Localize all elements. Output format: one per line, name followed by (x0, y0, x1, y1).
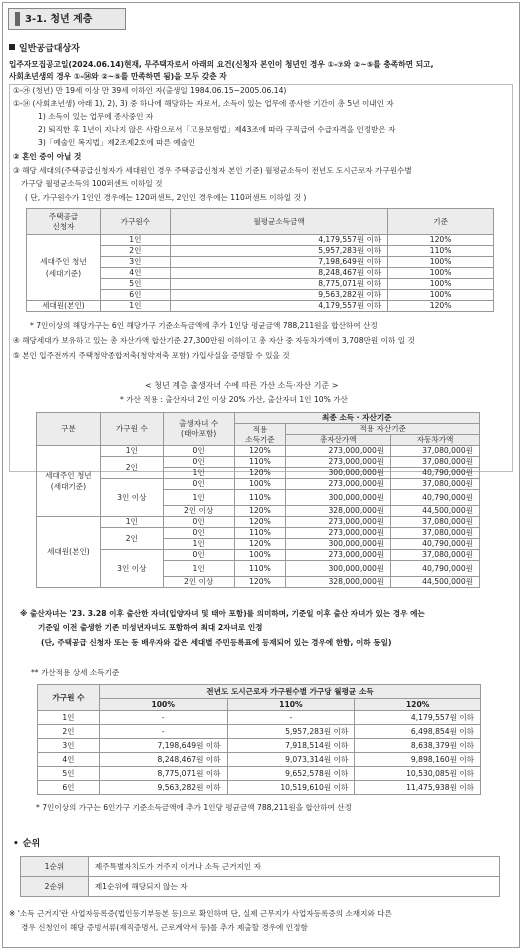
rank-label-1: 1순위 (21, 857, 89, 877)
table-cell: 120% (234, 517, 286, 528)
table-cell: 273,000,000원 (286, 550, 391, 561)
table-cell: 273,000,000원 (286, 517, 391, 528)
table-cell: 120% (388, 235, 494, 246)
table-cell: 2인 (38, 725, 100, 739)
table-cell: 40,790,000원 (391, 561, 480, 577)
table-cell: 1인 (163, 561, 234, 577)
table-cell: 100% (234, 479, 286, 490)
table-cell: 0인 (163, 528, 234, 539)
req-assets: ④ 해당세대가 보유하고 있는 총 자산가액 합산기준 27,300만원 이하이고 총 자산 중 자동차가액이 3,708만원 이하 일 것 (13, 336, 415, 345)
table-cell: 8,638,379원 이하 (355, 739, 481, 753)
table-cell: 100% (234, 550, 286, 561)
t2-header-gubun: 구분 (37, 413, 101, 446)
table-cell: 37,080,000원 (391, 446, 480, 457)
general-supply-label: 일반공급대상자 (19, 44, 80, 54)
table-row (38, 739, 481, 753)
table-cell: 120% (234, 539, 286, 550)
asset-table (36, 412, 480, 588)
t1-note: * 7인이상의 해당가구는 6인 해당가구 기준소득금액에 추가 1인당 평균금액 788,211원을 합산하여 산정 (30, 321, 378, 330)
table-cell: 273,000,000원 (286, 457, 391, 468)
t1-group-member: 세대원(본인) (27, 301, 101, 312)
table-cell: 44,500,000원 (391, 506, 480, 517)
t2-header-income: 적용 소득기준 (234, 424, 286, 446)
table-cell: 10,530,085원 이하 (355, 767, 481, 781)
req-newcomer: ①-⑭ (사회초년생) 아래 1), 2), 3) 중 하나에 해당하는 자로서, 소득이 있는 업무에 종사한 기간이 총 5년 이내인 자 (13, 99, 394, 108)
table-cell: 6인 (100, 290, 170, 301)
detail-income-table (37, 684, 481, 795)
table-cell: 3인 이상 (100, 550, 163, 588)
t2-subtitle: * 가산 적용 : 출산자녀 2인 이상 20% 가산, 출산자녀 1인 10% 가산 (120, 395, 348, 404)
table-cell: 3인 이상 (100, 479, 163, 517)
t2-header-members: 가구원 수 (100, 413, 163, 446)
t3-note: * 7인이상의 가구는 6인가구 기준소득금액에 추가 1인당 평균금액 788,211원을 합산하여 산정 (36, 803, 352, 812)
req-newcomer-2: 2) 퇴직한 후 1년이 지나지 않은 사람으로서「고용보험법」제43조에 따라 구직급여 수급자격을 인정받은 자 (38, 125, 396, 134)
section-title-box (8, 8, 126, 30)
table-cell: 37,080,000원 (391, 550, 480, 561)
table-cell: 120% (234, 577, 286, 588)
section-title: 3-1. 청년 계층 (25, 13, 93, 25)
table-cell: 5인 (100, 279, 170, 290)
rank-label: 순위 (22, 839, 41, 849)
req-savings: ⑤ 본인 입주전까지 주택청약종합저축(청약저축 포함) 가입사실을 증명할 수 있을 것 (13, 351, 290, 360)
table-cell: 300,000,000원 (286, 490, 391, 506)
children-note-2: 기준일 이전 출생한 기존 미성년자녀도 포함하여 최대 2자녀로 인정 (38, 623, 263, 632)
t1-header-members: 가구원수 (100, 209, 170, 235)
title-bar-icon (15, 12, 20, 26)
table-cell: 120% (234, 506, 286, 517)
rank-label-2: 2순위 (21, 877, 89, 897)
table-cell: 37,080,000원 (391, 528, 480, 539)
table-cell: 120% (234, 468, 286, 479)
table-cell: 4,179,557원 이하 (170, 235, 387, 246)
table-cell: 6인 (38, 781, 100, 795)
t1-header-applicant: 주택공급 신청자 (27, 209, 101, 235)
t2-group-head: 세대주인 청년 (세대기준) (37, 446, 101, 517)
req-youth (13, 86, 286, 96)
table-cell: 10,519,610원 이하 (227, 781, 355, 795)
table-cell: 40,790,000원 (391, 468, 480, 479)
page (2, 2, 520, 948)
t3-col-100: 100% (99, 699, 227, 711)
table-row (21, 877, 500, 897)
req-income-1: ③ 해당 세대의(주택공급신청자가 세대원인 경우 주택공급신청자 본인 기준) 월평균소득이 전년도 도시근로자 가구원수별 (13, 166, 412, 175)
table-cell: 1인 (38, 711, 100, 725)
table-cell: 37,080,000원 (391, 457, 480, 468)
table-cell: 0인 (163, 446, 234, 457)
table-row (21, 857, 500, 877)
t2-header-total: 총자산가액 (286, 435, 391, 446)
table-cell: 100% (388, 257, 494, 268)
table-cell: 273,000,000원 (286, 528, 391, 539)
income-table (26, 208, 494, 312)
rank-desc-2: 제1순위에 해당되지 않는 자 (88, 877, 499, 897)
table-cell: 5,957,283원 이하 (170, 246, 387, 257)
table-cell: 2인 (100, 246, 170, 257)
t2-header-top: 최종 소득 · 자산기준 (234, 413, 479, 424)
table-cell: 328,000,000원 (286, 506, 391, 517)
table-cell: 40,790,000원 (391, 490, 480, 506)
table-cell: 11,475,938원 이하 (355, 781, 481, 795)
table-row (38, 753, 481, 767)
table-cell: 5,957,283원 이하 (227, 725, 355, 739)
table-cell: 9,563,282원 이하 (170, 290, 387, 301)
table-cell: 2인 이상 (163, 577, 234, 588)
table-cell: - (99, 711, 227, 725)
t3-header-top: 전년도 도시근로자 가구원수별 가구당 월평균 소득 (99, 685, 480, 699)
table-cell: 1인 (100, 301, 170, 312)
table-cell: 120% (388, 301, 494, 312)
footnote-1: ※ '소득 근거지'란 사업자등록증(법인등기부등본 등)으로 확인하며 단, 실제 근무지가 사업자등록증의 소재지와 다른 (9, 909, 392, 918)
t2-header-asset: 적용 자산기준 (286, 424, 480, 435)
table-cell: 1인 (100, 446, 163, 457)
t2-title: < 청년 계층 출생자녀 수에 따른 가산 소득·자산 기준 > (145, 381, 339, 390)
table-cell: 273,000,000원 (286, 479, 391, 490)
table-cell: 8,248,467원 이하 (170, 268, 387, 279)
table-cell: 8,775,071원 이하 (99, 767, 227, 781)
table-cell: 328,000,000원 (286, 577, 391, 588)
children-note-1: ※ 출산자녀는 '23. 3.28 이후 출산한 자녀(입양자녀 및 태아 포함)를 의미하며, 기준일 이후 출산 자녀가 있는 경우 에는 (20, 609, 425, 618)
rank-table (20, 856, 500, 897)
req-unmarried: ② 혼인 중이 아닐 것 (13, 152, 82, 161)
intro-line-1: 입주자모집공고일(2024.06.14)현재, 무주택자로서 아래의 요건(신청자 본인이 청년인 경우 ①-⑦와 ②~⑤를 충족하면 되고, (9, 60, 434, 69)
t2-group-member: 세대원(본인) (37, 517, 101, 588)
table-cell: 6,498,854원 이하 (355, 725, 481, 739)
table-cell: 110% (234, 457, 286, 468)
children-note-3: (단, 주택공급 신청자 또는 동 배우자와 같은 세대별 주민등록표에 등재되어 있는 경우에 한함, 이하 동일) (41, 638, 392, 647)
table-row (38, 725, 481, 739)
square-bullet-icon (9, 44, 15, 50)
table-cell: 4,179,557원 이하 (170, 301, 387, 312)
table-cell: 5인 (38, 767, 100, 781)
rank-heading (13, 839, 40, 851)
table-row (38, 767, 481, 781)
table-cell: 2인 (100, 457, 163, 479)
table-cell: 110% (234, 561, 286, 577)
intro-line-2: 사회초년생의 경우 ①-⑭와 ②~⑤를 만족하면 됨)을 모두 갖춘 자 (9, 72, 227, 81)
table-cell: 1인 (163, 468, 234, 479)
table-cell: 0인 (163, 550, 234, 561)
table-cell: 2인 (100, 528, 163, 550)
table-cell: 100% (388, 279, 494, 290)
table-cell: - (227, 711, 355, 725)
table-cell: 9,898,160원 이하 (355, 753, 481, 767)
t3-title: ** 가산적용 상세 소득기준 (31, 668, 120, 677)
req-newcomer-1: 1) 소득이 있는 업무에 종사중인 자 (38, 112, 154, 121)
table-cell: 37,080,000원 (391, 517, 480, 528)
table-cell: 100% (388, 290, 494, 301)
table-cell: 44,500,000원 (391, 577, 480, 588)
t1-header-standard: 기준 (388, 209, 494, 235)
table-cell: 2인 이상 (163, 506, 234, 517)
t3-col-120: 120% (355, 699, 481, 711)
t3-col-110: 110% (227, 699, 355, 711)
table-cell: 1인 (163, 490, 234, 506)
table-cell: 7,198,649원 이하 (170, 257, 387, 268)
table-row (38, 781, 481, 795)
req-newcomer-3: 3)「예술인 복지법」제2조제2호에 따른 예술인 (38, 138, 196, 147)
table-cell: 37,080,000원 (391, 479, 480, 490)
table-cell: 8,248,467원 이하 (99, 753, 227, 767)
table-cell: 100% (388, 268, 494, 279)
table-cell: 120% (234, 446, 286, 457)
table-cell: 1인 (100, 517, 163, 528)
table-cell: 3인 (38, 739, 100, 753)
table-cell: 4,179,557원 이하 (355, 711, 481, 725)
table-row (38, 711, 481, 725)
table-cell: 1인 (163, 539, 234, 550)
table-cell: 300,000,000원 (286, 468, 391, 479)
t2-header-car: 자동차가액 (391, 435, 480, 446)
table-cell: 110% (234, 490, 286, 506)
req-youth-text: ①-㉮ (청년) 만 19세 이상 만 39세 이하인 자(출생일 1984.06.15~2005.06.14) (13, 86, 287, 95)
footnote-2: 경우 신청인이 해당 증빙서류(재직증명서, 근로계약서 등)를 추가 제출할 경우에 인정함 (21, 923, 308, 932)
table-cell: 0인 (163, 457, 234, 468)
table-cell: 8,775,071원 이하 (170, 279, 387, 290)
t1-group-head: 세대주인 청년 (세대기준) (27, 235, 101, 301)
table-cell: 1인 (100, 235, 170, 246)
table-cell: 110% (234, 528, 286, 539)
table-cell: 7,198,649원 이하 (99, 739, 227, 753)
table-cell: 9,652,578원 이하 (227, 767, 355, 781)
table-cell: - (99, 725, 227, 739)
table-cell: 7,918,514원 이하 (227, 739, 355, 753)
table-cell: 9,073,314원 이하 (227, 753, 355, 767)
t3-header-members: 가구원 수 (38, 685, 100, 711)
table-cell: 40,790,000원 (391, 539, 480, 550)
dot-bullet-icon: • (13, 839, 19, 849)
req-income-2: 가구당 월평균소득의 100퍼센트 이하일 것 (21, 179, 163, 188)
table-cell: 0인 (163, 517, 234, 528)
t2-header-children: 출생자녀 수 (태아포함) (163, 413, 234, 446)
table-cell: 4인 (38, 753, 100, 767)
table-cell: 273,000,000원 (286, 446, 391, 457)
table-cell: 0인 (163, 479, 234, 490)
table-cell: 110% (388, 246, 494, 257)
table-cell: 4인 (100, 268, 170, 279)
rank-desc-1: 제주특별자치도가 거주지 이거나 소득 근거지인 자 (88, 857, 499, 877)
table-cell: 300,000,000원 (286, 561, 391, 577)
table-cell: 3인 (100, 257, 170, 268)
t1-header-income: 월평균소득금액 (170, 209, 387, 235)
table-cell: 9,563,282원 이하 (99, 781, 227, 795)
table-cell: 300,000,000원 (286, 539, 391, 550)
general-supply-heading (9, 44, 80, 56)
req-income-3: ( 단, 가구원수가 1인인 경우에는 120퍼센트, 2인인 경우에는 110퍼센트 이하일 것 ) (25, 193, 307, 202)
